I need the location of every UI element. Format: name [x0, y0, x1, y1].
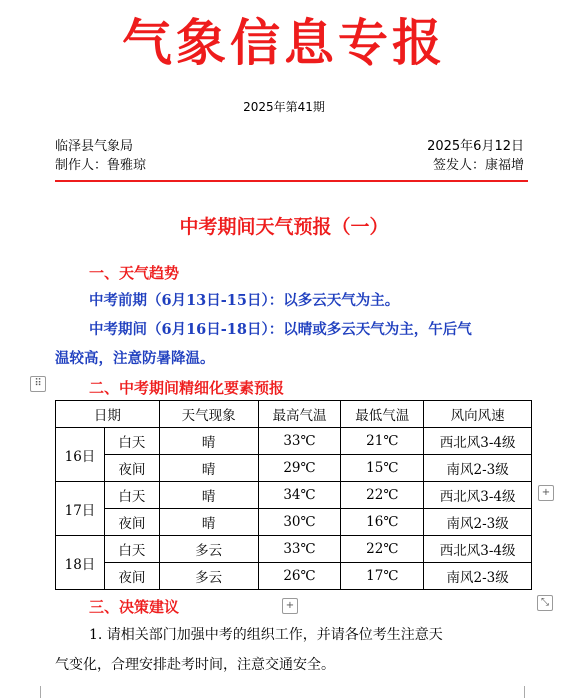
- period-cell[interactable]: 白天: [104, 536, 159, 563]
- section-1-line-2: 中考期间（6月16日-18日）：以晴或多云天气为主，午后气: [89, 321, 472, 338]
- period-cell[interactable]: 夜间: [104, 563, 159, 590]
- section-2-heading: 二、中考期间精细化要素预报: [89, 379, 285, 397]
- wind-cell[interactable]: 西北风3-4级: [424, 428, 532, 455]
- table-row: [56, 536, 532, 563]
- min-temp-cell[interactable]: 15℃: [341, 455, 424, 482]
- period-cell[interactable]: 夜间: [104, 509, 159, 536]
- table-row: [56, 455, 532, 482]
- header-divider: [55, 180, 528, 182]
- max-temp-cell[interactable]: 26℃: [258, 563, 341, 590]
- period-cell[interactable]: 夜间: [104, 455, 159, 482]
- wind-cell[interactable]: 西北风3-4级: [424, 482, 532, 509]
- section-1-line-3: 温较高，注意防暑降温。: [55, 350, 215, 367]
- date-cell[interactable]: 17日: [56, 482, 105, 536]
- header-min-temp[interactable]: 最低气温: [341, 401, 424, 428]
- wind-cell[interactable]: 南风2-3级: [424, 509, 532, 536]
- table-resize-icon[interactable]: ⤡: [537, 595, 553, 611]
- advice-line-2: 气变化，合理安排赴考时间，注意交通安全。: [55, 657, 335, 673]
- date-cell[interactable]: 18日: [56, 536, 105, 590]
- signer: 签发人：康福增: [432, 158, 524, 173]
- max-temp-cell[interactable]: 33℃: [258, 536, 341, 563]
- weather-cell[interactable]: 晴: [159, 509, 258, 536]
- max-temp-cell[interactable]: 30℃: [258, 509, 341, 536]
- table-move-handle-icon[interactable]: ⠿: [30, 376, 46, 392]
- weather-cell[interactable]: 多云: [159, 563, 258, 590]
- issuer: 临泽县气象局: [55, 139, 134, 154]
- wind-cell[interactable]: 南风2-3级: [424, 455, 532, 482]
- wind-cell[interactable]: 西北风3-4级: [424, 536, 532, 563]
- min-temp-cell[interactable]: 22℃: [341, 482, 424, 509]
- table-header-row: [56, 401, 532, 428]
- header-date[interactable]: 日期: [56, 401, 160, 428]
- weather-cell[interactable]: 晴: [159, 482, 258, 509]
- page-corner-mark: [28, 686, 41, 698]
- section-1-heading: 一、天气趋势: [89, 264, 180, 282]
- period-cell[interactable]: 白天: [104, 428, 159, 455]
- add-row-button[interactable]: +: [282, 598, 298, 614]
- period-cell[interactable]: 白天: [104, 482, 159, 509]
- max-temp-cell[interactable]: 34℃: [258, 482, 341, 509]
- table-row: [56, 428, 532, 455]
- add-column-button[interactable]: +: [538, 485, 554, 501]
- max-temp-cell[interactable]: 29℃: [258, 455, 341, 482]
- table-row: [56, 482, 532, 509]
- table-row: [56, 509, 532, 536]
- header-wind[interactable]: 风向风速: [424, 401, 532, 428]
- advice-line-1: 1. 请相关部门加强中考的组织工作，并请各位考生注意天: [89, 627, 443, 643]
- forecast-table: [55, 400, 532, 590]
- header-max-temp[interactable]: 最高气温: [258, 401, 341, 428]
- header-weather[interactable]: 天气现象: [159, 401, 258, 428]
- section-3-heading: 三、决策建议: [89, 598, 180, 616]
- section-1-line-1: 中考前期（6月13日-15日）：以多云天气为主。: [89, 292, 400, 309]
- date-cell[interactable]: 16日: [56, 428, 105, 482]
- document-title: 中考期间天气预报（一）: [179, 216, 389, 238]
- min-temp-cell[interactable]: 21℃: [341, 428, 424, 455]
- min-temp-cell[interactable]: 16℃: [341, 509, 424, 536]
- max-temp-cell[interactable]: 33℃: [258, 428, 341, 455]
- report-title: 气象信息专报: [122, 14, 446, 72]
- min-temp-cell[interactable]: 22℃: [341, 536, 424, 563]
- maker: 制作人：鲁雅琼: [55, 158, 147, 173]
- table-row: [56, 563, 532, 590]
- issue-number: 2025年第41期: [243, 100, 325, 114]
- issue-date: 2025年6月12日: [427, 139, 524, 154]
- weather-cell[interactable]: 晴: [159, 455, 258, 482]
- weather-cell[interactable]: 晴: [159, 428, 258, 455]
- wind-cell[interactable]: 南风2-3级: [424, 563, 532, 590]
- page-corner-mark: [524, 686, 537, 698]
- weather-cell[interactable]: 多云: [159, 536, 258, 563]
- min-temp-cell[interactable]: 17℃: [341, 563, 424, 590]
